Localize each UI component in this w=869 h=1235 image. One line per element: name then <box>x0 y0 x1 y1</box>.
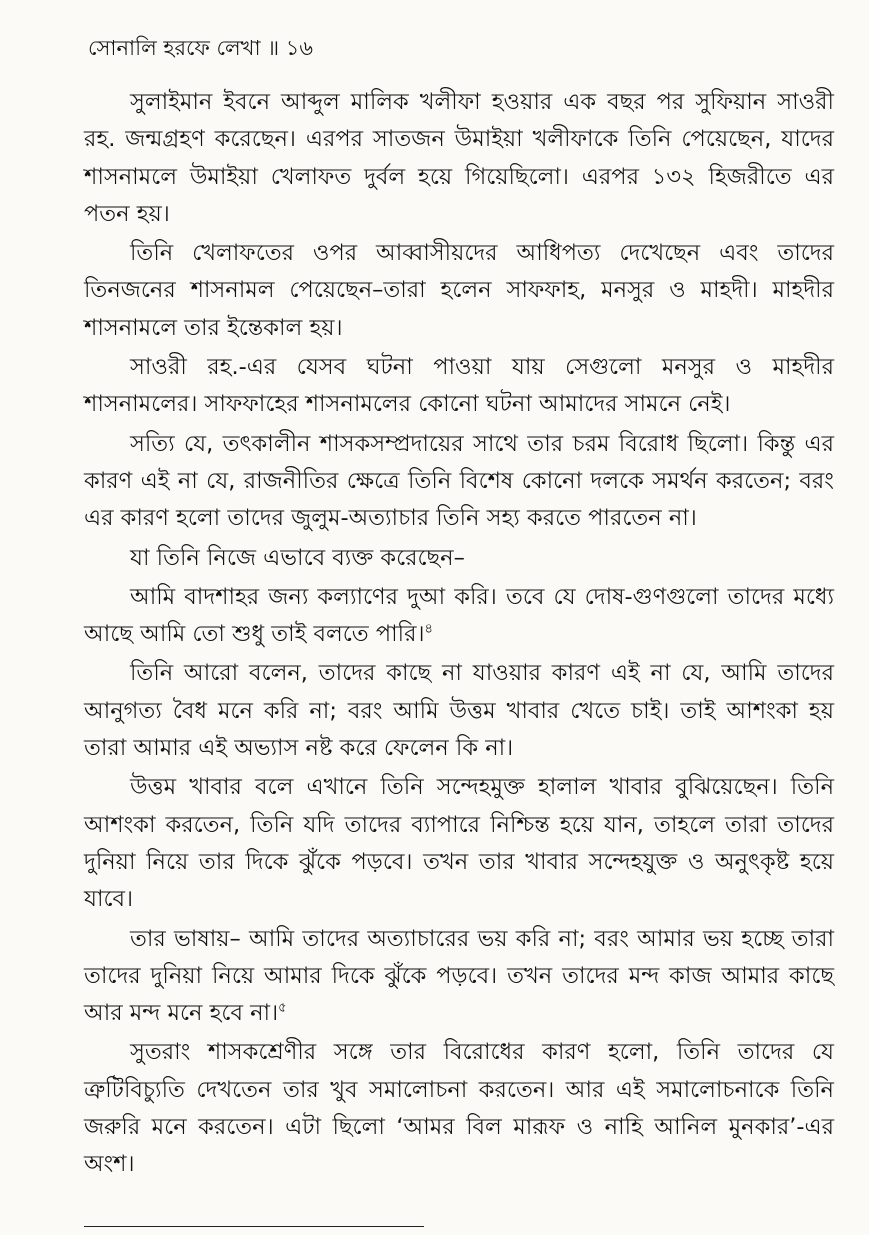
paragraph-text: আমি বাদশাহর জন্য কল্যাণের দুআ করি। তবে যে দোষ-গুণগুলো তাদের মধ্যে আছে আমি তো শুধু তাই বলতে পারি। <box>84 583 834 648</box>
paragraph <box>84 349 834 424</box>
paragraph <box>84 540 834 577</box>
paragraph <box>84 84 834 233</box>
paragraph-text: সাওরী রহ.-এর যেসব ঘটনা পাওয়া যায় সেগুলো মনসুর ও মাহদীর শাসনামলের। সাফফাহের শাসনামলের কোনো ঘটনা আমাদের সামনে নেই। <box>84 354 834 418</box>
footnote-divider <box>84 1226 424 1227</box>
paragraph <box>84 655 834 767</box>
paragraph <box>84 235 834 347</box>
paragraph-text: উত্তম খাবার বলে এখানে তিনি সন্দেহমুক্ত হালাল খাবার বুঝিয়েছেন। তিনি আশংকা করতেন, তিনি যদি তাদের ব্যাপারে নিশ্চিন্ত হয়ে যান, তাহলে তারা তাদের দুনিয়া নিয়ে তার দিকে ঝুঁকে পড়বে। তখন তার খাবার সন্দেহযুক্ত ও অনুৎকৃষ্ট হয়ে যাবে। <box>84 774 834 913</box>
paragraph-text: তিনি আরো বলেন, তাদের কাছে না যাওয়ার কারণ এই না যে, আমি তাদের আনুগত্য বৈধ মনে করি না; বরং আমি উত্তম খাবার খেতে চাই। তাই আশংকা হয় তারা আমার এই অভ্যাস নষ্ট করে ফেলেন কি না। <box>84 660 834 762</box>
quote-paragraph <box>84 579 834 654</box>
quote-paragraph <box>84 921 834 1033</box>
footnote-marker[interactable]: ৪ <box>424 621 433 637</box>
paragraph-text: সত্যি যে, তৎকালীন শাসকসম্প্রদায়ের সাথে তার চরম বিরোধ ছিলো। কিন্তু এর কারণ এই না যে, রাজনীতির ক্ষেত্রে তিনি বিশেষ কোনো দলকে সমর্থন করতেন; বরং এর কারণ হলো তাদের জুলুম-অত্যাচার তিনি সহ্য করতে পারতেন না। <box>84 430 834 532</box>
paragraph-text: সুতরাং শাসকশ্রেণীর সঙ্গে তার বিরোধের কারণ হলো, তিনি তাদের যে ত্রুটিবিচ্যুতি দেখতেন তার খুব সমালোচনা করতেন। আর এই সমালোচনাকে তিনি জরুরি মনে করতেন। এটা ছিলো ‘আমর বিল মারূফ ও নাহি আনিল মুনকার’-এর অংশ। <box>84 1039 834 1178</box>
paragraph-text: তার ভাষায়– আমি তাদের অত্যাচারের ভয় করি না; বরং আমার ভয় হচ্ছে তারা তাদের দুনিয়া নিয়ে আমার দিকে ঝুঁকে পড়বে। তখন তাদের মন্দ কাজ আমার কাছে আর মন্দ মনে হবে না। <box>84 925 834 1027</box>
paragraph-text: যা তিনি নিজে এভাবে ব্যক্ত করেছেন– <box>130 544 465 571</box>
paragraph-text: সুলাইমান ইবনে আব্দুল মালিক খলীফা হওয়ার এক বছর পর সুফিয়ান সাওরী রহ. জন্মগ্রহণ করেছেন। এরপর সাতজন উমাইয়া খলীফাকে তিনি পেয়েছেন, যাদের শাসনামলে উমাইয়া খেলাফত দুর্বল হয়ে গিয়েছিলো। এরপর ১৩২ হিজরীতে এর পতন হয়। <box>84 89 834 227</box>
body-text <box>84 84 834 1186</box>
paragraph-text: তিনি খেলাফতের ওপর আব্বাসীয়দের আধিপত্য দেখেছেন এবং তাদের তিনজনের শাসনামল পেয়েছেন–তারা হলেন সাফফাহ, মনসুর ও মাহদী। মাহদীর শাসনামলে তার ইন্তেকাল হয়। <box>84 240 834 341</box>
paragraph <box>84 426 834 538</box>
paragraph <box>84 1034 834 1183</box>
running-header: সোনালি হরফে লেখা ॥ ১৬ <box>88 36 314 60</box>
footnote-marker[interactable]: ৫ <box>278 1000 287 1016</box>
paragraph <box>84 769 834 918</box>
